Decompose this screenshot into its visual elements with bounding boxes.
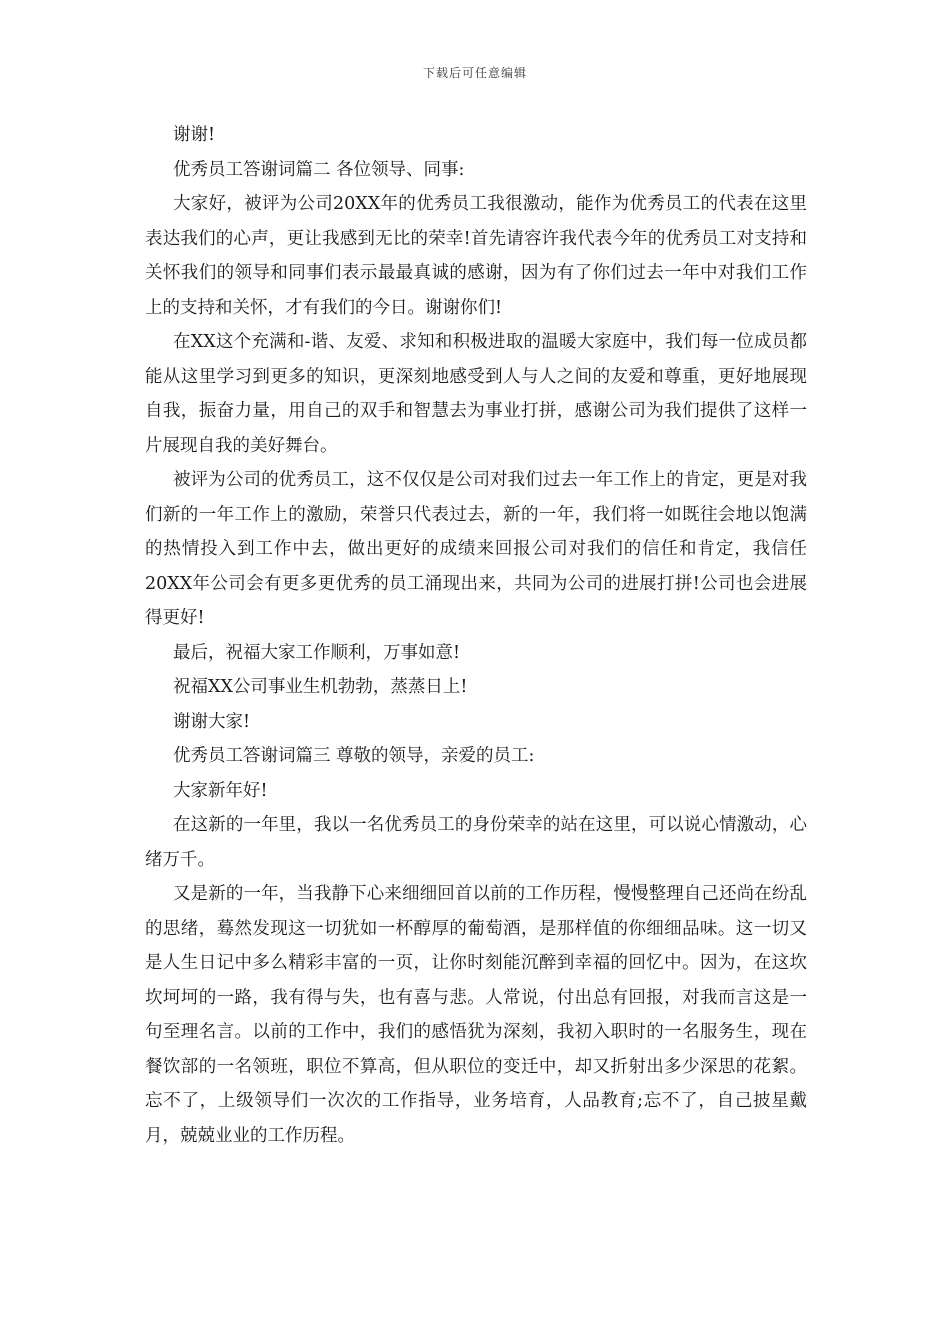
page-header-note: 下载后可任意编辑 <box>422 66 527 80</box>
body-paragraph: 被评为公司的优秀员工，这不仅仅是公司对我们过去一年工作上的肯定，更是对我们新的一年工作上的激励，荣誉只代表过去，新的一年，我们将一如既往会地以饱满的热情投入到工作中去，做出更好的成绩来回报公司对我们的信任和肯定，我信任20XX年公司会有更多更优秀的员工涌现出来，共同为公司的进展打拼!公司也会进展得更好! <box>145 470 807 628</box>
greeting-line: 大家新年好! <box>173 780 268 801</box>
body-paragraph: 又是新的一年，当我静下心来细细回首以前的工作历程，慢慢整理自己还尚在纷乱的思绪，蓦然发现这一切犹如一杯醇厚的葡萄酒，是那样值的你细细品味。这一切又是人生日记中多么精彩丰富的一页，让你时刻能沉醉到幸福的回忆中。因为，在这坎坎坷坷的一路，我有得与失，也有喜与悲。人常说，付出总有回报，对我而言这是一句至理名言。以前的工作中，我们的感悟犹为深刻，我初入职时的一名服务生，现在餐饮部的一名领班，职位不算高，但从职位的变迁中，却又折射出多少深思的花絮。忘不了，上级领导们一次次的工作指导，业务培育，人品教育;忘不了，自己披星戴月，兢兢业业的工作历程。 <box>145 884 807 1146</box>
body-paragraph: 在这新的一年里，我以一名优秀员工的身份荣幸的站在这里，可以说心情激动，心绪万千。 <box>145 815 807 870</box>
section-heading-two: 优秀员工答谢词篇二 各位领导、同事: <box>173 159 465 180</box>
section-heading-three: 优秀员工答谢词篇三 尊敬的领导，亲爱的员工: <box>173 746 535 766</box>
closing-line: 谢谢大家! <box>173 711 251 732</box>
document-body <box>145 118 807 1153</box>
closing-line: 谢谢! <box>173 125 216 145</box>
wish-line: 最后，祝福大家工作顺利，万事如意! <box>173 642 461 663</box>
body-paragraph: 大家好，被评为公司20XX年的优秀员工我很激动，能作为优秀员工的代表在这里表达我们的心声，更让我感到无比的荣幸!首先请容许我代表今年的优秀员工对支持和关怀我们的领导和同事们表示最最真诚的感谢，因为有了你们过去一年中对我们工作上的支持和关怀，才有我们的今日。谢谢你们! <box>145 194 807 318</box>
body-paragraph: 在XX这个充满和-谐、友爱、求知和积极进取的温暖大家庭中，我们每一位成员都能从这里学习到更多的知识，更深刻地感受到人与人之间的友爱和尊重，更好地展现自我，振奋力量，用自己的双手和智慧去为事业打拼，感谢公司为我们提供了这样一片展现自我的美好舞台。 <box>145 332 807 456</box>
wish-line: 祝福XX公司事业生机勃勃，蒸蒸日上! <box>173 677 468 697</box>
